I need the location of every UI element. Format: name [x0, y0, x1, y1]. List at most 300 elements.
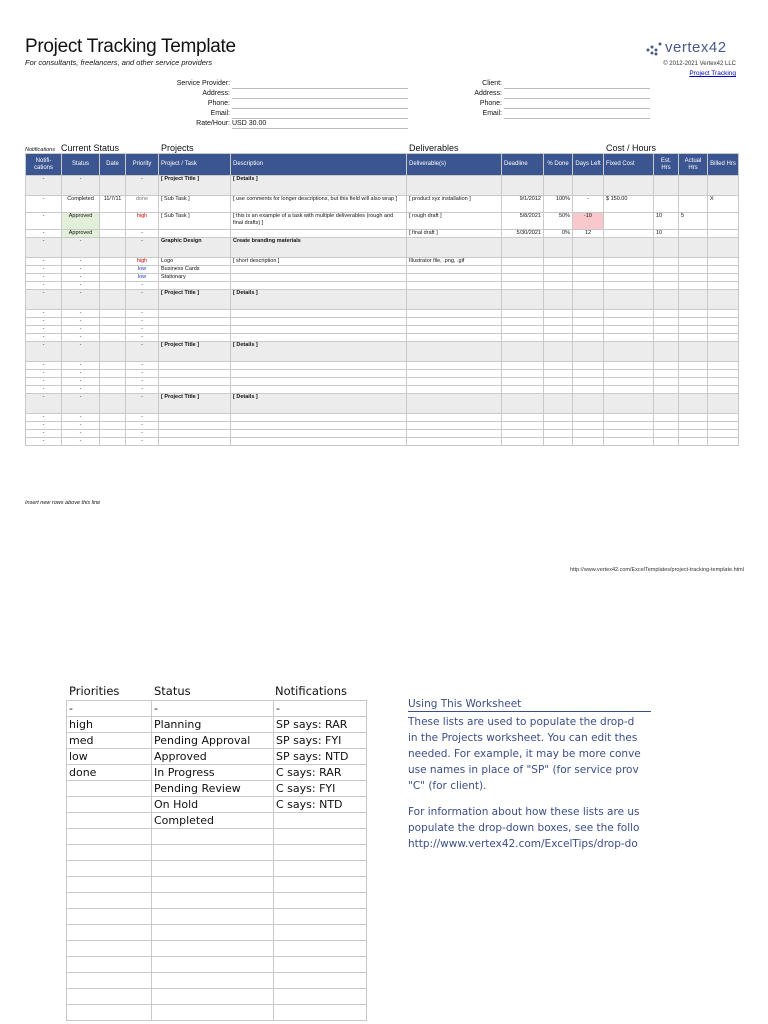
cell[interactable]: -10 [573, 213, 604, 230]
list-cell[interactable] [152, 877, 274, 893]
cell[interactable]: - [126, 370, 159, 378]
cell[interactable] [679, 290, 708, 310]
cell[interactable] [544, 290, 573, 310]
cell[interactable] [544, 282, 573, 290]
cell[interactable] [679, 326, 708, 334]
cell[interactable]: - [26, 326, 62, 334]
cell[interactable] [100, 342, 126, 362]
list-cell[interactable] [67, 845, 152, 861]
list-cell[interactable] [152, 941, 274, 957]
cell[interactable]: - [26, 258, 62, 266]
cell[interactable] [159, 430, 231, 438]
list-cell[interactable]: C says: FYI [274, 781, 367, 797]
provider-address-field[interactable] [232, 90, 408, 99]
list-cell[interactable] [274, 813, 367, 829]
cell[interactable]: - [62, 238, 100, 258]
cell[interactable] [502, 318, 544, 326]
cell[interactable] [159, 334, 231, 342]
list-cell[interactable] [274, 893, 367, 909]
cell[interactable] [708, 334, 739, 342]
cell[interactable] [573, 334, 604, 342]
cell[interactable] [604, 438, 654, 446]
list-cell[interactable]: - [152, 701, 274, 717]
cell[interactable] [604, 266, 654, 274]
list-cell[interactable]: high [67, 717, 152, 733]
cell[interactable]: - [62, 342, 100, 362]
cell[interactable] [502, 422, 544, 430]
cell[interactable] [654, 394, 679, 414]
cell[interactable] [159, 230, 231, 238]
cell[interactable] [502, 238, 544, 258]
cell[interactable] [159, 386, 231, 394]
cell[interactable]: high [126, 258, 159, 266]
cell[interactable] [654, 274, 679, 282]
list-cell[interactable] [152, 829, 274, 845]
list-cell[interactable] [274, 989, 367, 1005]
list-cell[interactable] [67, 861, 152, 877]
list-cell[interactable]: Planning [152, 717, 274, 733]
provider-email-field[interactable] [232, 110, 408, 119]
cell[interactable]: - [62, 282, 100, 290]
cell[interactable] [544, 438, 573, 446]
cell[interactable] [159, 378, 231, 386]
list-cell[interactable]: done [67, 765, 152, 781]
cell[interactable] [604, 274, 654, 282]
cell[interactable]: [ Details ] [231, 176, 407, 196]
cell[interactable]: [ product xyz installation ] [407, 196, 502, 213]
cell[interactable] [679, 282, 708, 290]
cell[interactable] [407, 386, 502, 394]
cell[interactable] [502, 334, 544, 342]
project-tracking-link[interactable]: Project Tracking [689, 70, 736, 77]
provider-phone-field[interactable] [232, 100, 408, 109]
cell[interactable]: 0% [544, 230, 573, 238]
cell[interactable] [679, 274, 708, 282]
cell[interactable] [708, 213, 739, 230]
client-phone-field[interactable] [504, 100, 650, 109]
cell[interactable] [573, 282, 604, 290]
cell[interactable] [100, 438, 126, 446]
cell[interactable] [679, 370, 708, 378]
list-cell[interactable] [152, 909, 274, 925]
cell[interactable] [544, 370, 573, 378]
cell[interactable] [231, 326, 407, 334]
cell[interactable]: X [708, 196, 739, 213]
cell[interactable] [679, 414, 708, 422]
cell[interactable] [708, 362, 739, 370]
cell[interactable] [100, 378, 126, 386]
list-cell[interactable]: Completed [152, 813, 274, 829]
cell[interactable] [231, 386, 407, 394]
cell[interactable] [604, 362, 654, 370]
cell[interactable] [679, 430, 708, 438]
list-cell[interactable]: Pending Approval [152, 733, 274, 749]
cell[interactable] [407, 326, 502, 334]
cell[interactable]: - [62, 386, 100, 394]
cell[interactable]: - [126, 310, 159, 318]
cell[interactable] [604, 422, 654, 430]
cell[interactable]: - [126, 438, 159, 446]
cell[interactable] [654, 370, 679, 378]
cell[interactable] [502, 370, 544, 378]
cell[interactable] [573, 176, 604, 196]
cell[interactable]: Completed [62, 196, 100, 213]
cell[interactable] [708, 230, 739, 238]
list-cell[interactable] [67, 781, 152, 797]
cell[interactable] [679, 422, 708, 430]
cell[interactable]: 5/8/2021 [502, 213, 544, 230]
cell[interactable]: - [26, 378, 62, 386]
cell[interactable] [679, 394, 708, 414]
cell[interactable]: Logo [159, 258, 231, 266]
cell[interactable] [708, 318, 739, 326]
cell[interactable] [100, 266, 126, 274]
list-cell[interactable]: low [67, 749, 152, 765]
cell[interactable] [502, 414, 544, 422]
cell[interactable] [231, 438, 407, 446]
cell[interactable]: [ Project Title ] [159, 394, 231, 414]
cell[interactable] [708, 310, 739, 318]
cell[interactable] [573, 394, 604, 414]
cell[interactable] [654, 334, 679, 342]
cell[interactable]: low [126, 274, 159, 282]
cell[interactable] [159, 438, 231, 446]
cell[interactable] [544, 258, 573, 266]
cell[interactable]: 10 [654, 230, 679, 238]
cell[interactable]: - [126, 386, 159, 394]
cell[interactable] [231, 430, 407, 438]
cell[interactable] [604, 258, 654, 266]
cell[interactable]: Illustrator file, .png, .gif [407, 258, 502, 266]
cell[interactable] [604, 430, 654, 438]
cell[interactable] [654, 414, 679, 422]
cell[interactable] [708, 266, 739, 274]
cell[interactable] [544, 238, 573, 258]
cell[interactable]: - [26, 290, 62, 310]
cell[interactable] [544, 342, 573, 362]
cell[interactable] [231, 422, 407, 430]
cell[interactable] [502, 176, 544, 196]
cell[interactable]: - [126, 394, 159, 414]
list-cell[interactable] [274, 957, 367, 973]
cell[interactable]: - [126, 378, 159, 386]
cell[interactable] [654, 362, 679, 370]
cell[interactable] [231, 334, 407, 342]
cell[interactable]: - [62, 362, 100, 370]
cell[interactable] [231, 274, 407, 282]
cell[interactable] [502, 342, 544, 362]
list-cell[interactable] [67, 797, 152, 813]
list-cell[interactable] [67, 973, 152, 989]
cell[interactable] [407, 274, 502, 282]
list-cell[interactable] [67, 925, 152, 941]
cell[interactable]: [ this is an example of a task with multiple deliverables (rough and final drafts) ] [231, 213, 407, 230]
cell[interactable] [502, 274, 544, 282]
cell[interactable] [159, 362, 231, 370]
list-cell[interactable] [67, 1005, 152, 1021]
service-provider-field[interactable] [232, 80, 408, 89]
cell[interactable] [708, 274, 739, 282]
cell[interactable] [159, 318, 231, 326]
list-cell[interactable]: Pending Review [152, 781, 274, 797]
cell[interactable] [407, 176, 502, 196]
cell[interactable]: - [62, 266, 100, 274]
cell[interactable] [604, 230, 654, 238]
cell[interactable]: Approved [62, 213, 100, 230]
cell[interactable]: 50% [544, 213, 573, 230]
cell[interactable] [679, 334, 708, 342]
cell[interactable] [654, 258, 679, 266]
cell[interactable] [502, 266, 544, 274]
cell[interactable]: - [62, 394, 100, 414]
cell[interactable]: - [62, 274, 100, 282]
cell[interactable] [654, 422, 679, 430]
cell[interactable] [654, 430, 679, 438]
cell[interactable] [708, 430, 739, 438]
cell[interactable] [573, 430, 604, 438]
cell[interactable] [708, 176, 739, 196]
cell[interactable] [708, 342, 739, 362]
cell[interactable] [231, 282, 407, 290]
cell[interactable] [708, 258, 739, 266]
cell[interactable] [654, 290, 679, 310]
cell[interactable] [604, 290, 654, 310]
cell[interactable] [159, 414, 231, 422]
cell[interactable]: [ Project Title ] [159, 342, 231, 362]
cell[interactable] [231, 378, 407, 386]
list-cell[interactable] [274, 941, 367, 957]
cell[interactable]: Business Cards [159, 266, 231, 274]
list-cell[interactable] [152, 861, 274, 877]
cell[interactable]: - [62, 176, 100, 196]
cell[interactable] [407, 362, 502, 370]
cell[interactable] [679, 258, 708, 266]
cell[interactable] [679, 378, 708, 386]
cell[interactable]: - [573, 196, 604, 213]
list-cell[interactable] [152, 957, 274, 973]
cell[interactable] [544, 318, 573, 326]
cell[interactable]: - [126, 422, 159, 430]
cell[interactable]: - [26, 342, 62, 362]
cell[interactable]: - [26, 362, 62, 370]
cell[interactable]: - [26, 213, 62, 230]
cell[interactable] [100, 318, 126, 326]
cell[interactable]: 5 [679, 213, 708, 230]
list-cell[interactable] [274, 1005, 367, 1021]
cell[interactable] [100, 238, 126, 258]
cell[interactable] [654, 196, 679, 213]
list-cell[interactable] [274, 925, 367, 941]
cell[interactable] [573, 266, 604, 274]
cell[interactable]: $ 150.00 [604, 196, 654, 213]
cell[interactable]: Approved [62, 230, 100, 238]
list-cell[interactable]: C says: NTD [274, 797, 367, 813]
cell[interactable] [604, 370, 654, 378]
cell[interactable] [573, 422, 604, 430]
cell[interactable] [573, 310, 604, 318]
cell[interactable] [654, 310, 679, 318]
cell[interactable] [100, 386, 126, 394]
cell[interactable] [502, 282, 544, 290]
cell[interactable]: - [62, 326, 100, 334]
cell[interactable] [407, 282, 502, 290]
cell[interactable] [654, 238, 679, 258]
cell[interactable] [708, 414, 739, 422]
list-cell[interactable] [67, 877, 152, 893]
cell[interactable] [407, 238, 502, 258]
cell[interactable] [573, 258, 604, 266]
vertex42-logo[interactable] [645, 40, 740, 58]
cell[interactable]: [ Project Title ] [159, 176, 231, 196]
cell[interactable] [654, 386, 679, 394]
cell[interactable]: [ rough draft ] [407, 213, 502, 230]
cell[interactable] [708, 378, 739, 386]
cell[interactable] [544, 326, 573, 334]
cell[interactable]: [ Details ] [231, 342, 407, 362]
cell[interactable] [407, 394, 502, 414]
cell[interactable]: - [26, 334, 62, 342]
cell[interactable] [604, 213, 654, 230]
cell[interactable] [708, 422, 739, 430]
client-address-field[interactable] [504, 90, 650, 99]
cell[interactable] [654, 378, 679, 386]
cell[interactable] [502, 362, 544, 370]
cell[interactable] [708, 290, 739, 310]
cell[interactable]: - [126, 318, 159, 326]
cell[interactable]: Graphic Design [159, 238, 231, 258]
cell[interactable] [604, 334, 654, 342]
cell[interactable]: [ Project Title ] [159, 290, 231, 310]
cell[interactable]: - [126, 230, 159, 238]
cell[interactable]: - [26, 230, 62, 238]
cell[interactable] [604, 414, 654, 422]
cell[interactable] [604, 378, 654, 386]
cell[interactable] [544, 362, 573, 370]
cell[interactable]: [ use comments for longer descriptions, but this field will also wrap ] [231, 196, 407, 213]
cell[interactable]: high [126, 213, 159, 230]
cell[interactable] [231, 230, 407, 238]
cell[interactable]: 9/1/2012 [502, 196, 544, 213]
cell[interactable] [679, 342, 708, 362]
cell[interactable]: - [126, 334, 159, 342]
cell[interactable]: - [26, 176, 62, 196]
cell[interactable] [100, 430, 126, 438]
cell[interactable] [407, 342, 502, 362]
cell[interactable] [100, 310, 126, 318]
cell[interactable] [100, 290, 126, 310]
cell[interactable] [708, 326, 739, 334]
cell[interactable] [573, 362, 604, 370]
cell[interactable]: - [26, 422, 62, 430]
cell[interactable] [502, 258, 544, 266]
cell[interactable] [573, 414, 604, 422]
cell[interactable] [708, 238, 739, 258]
cell[interactable] [573, 290, 604, 310]
cell[interactable]: - [26, 414, 62, 422]
cell[interactable] [100, 394, 126, 414]
cell[interactable] [679, 438, 708, 446]
cell[interactable]: - [126, 290, 159, 310]
cell[interactable]: done [126, 196, 159, 213]
cell[interactable] [502, 378, 544, 386]
cell[interactable] [231, 266, 407, 274]
cell[interactable] [679, 238, 708, 258]
cell[interactable] [544, 430, 573, 438]
list-cell[interactable]: SP says: RAR [274, 717, 367, 733]
cell[interactable]: [ Sub Task ] [159, 196, 231, 213]
list-cell[interactable] [274, 861, 367, 877]
cell[interactable] [100, 230, 126, 238]
cell[interactable] [654, 438, 679, 446]
cell[interactable] [100, 362, 126, 370]
list-cell[interactable] [274, 909, 367, 925]
cell[interactable] [604, 310, 654, 318]
cell[interactable]: - [126, 238, 159, 258]
cell[interactable] [502, 290, 544, 310]
cell[interactable] [100, 370, 126, 378]
cell[interactable] [708, 438, 739, 446]
cell[interactable]: - [62, 370, 100, 378]
cell[interactable] [100, 213, 126, 230]
cell[interactable] [573, 438, 604, 446]
list-cell[interactable] [67, 957, 152, 973]
cell[interactable] [544, 176, 573, 196]
cell[interactable] [679, 230, 708, 238]
cell[interactable] [502, 386, 544, 394]
cell[interactable] [679, 386, 708, 394]
cell[interactable]: - [62, 318, 100, 326]
list-cell[interactable]: Approved [152, 749, 274, 765]
cell[interactable] [100, 334, 126, 342]
cell[interactable]: [ Details ] [231, 394, 407, 414]
cell[interactable]: - [126, 414, 159, 422]
cell[interactable] [407, 266, 502, 274]
cell[interactable] [544, 394, 573, 414]
cell[interactable] [544, 334, 573, 342]
cell[interactable] [708, 394, 739, 414]
list-cell[interactable] [67, 989, 152, 1005]
cell[interactable]: [ short description ] [231, 258, 407, 266]
cell[interactable]: - [26, 196, 62, 213]
list-cell[interactable]: SP says: NTD [274, 749, 367, 765]
cell[interactable] [573, 326, 604, 334]
cell[interactable] [502, 310, 544, 318]
cell[interactable] [407, 430, 502, 438]
cell[interactable] [679, 310, 708, 318]
cell[interactable] [708, 386, 739, 394]
cell[interactable]: - [126, 326, 159, 334]
cell[interactable]: - [62, 378, 100, 386]
cell[interactable] [573, 342, 604, 362]
list-cell[interactable] [152, 989, 274, 1005]
cell[interactable] [654, 326, 679, 334]
cell[interactable]: - [126, 342, 159, 362]
cell[interactable] [654, 342, 679, 362]
cell[interactable] [231, 362, 407, 370]
cell[interactable] [679, 176, 708, 196]
cell[interactable]: - [126, 362, 159, 370]
cell[interactable]: - [62, 422, 100, 430]
cell[interactable]: - [26, 282, 62, 290]
cell[interactable]: [ Sub Task ] [159, 213, 231, 230]
list-cell[interactable] [274, 829, 367, 845]
list-cell[interactable]: - [67, 701, 152, 717]
cell[interactable]: - [26, 370, 62, 378]
cell[interactable] [407, 378, 502, 386]
cell[interactable]: - [26, 430, 62, 438]
cell[interactable] [231, 414, 407, 422]
cell[interactable]: [ Details ] [231, 290, 407, 310]
